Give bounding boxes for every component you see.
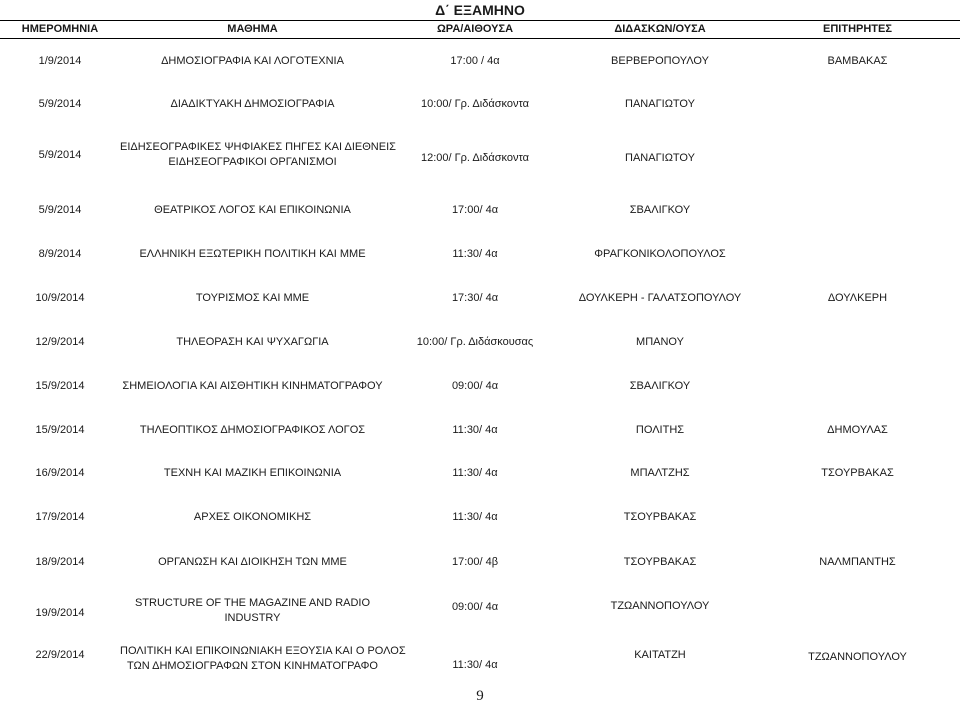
cell-teacher: ΜΠΑΛΤΖΗΣ bbox=[630, 466, 690, 479]
header-room: ΩΡΑ/ΑΙΘΟΥΣΑ bbox=[436, 23, 514, 35]
table-header bbox=[0, 20, 960, 39]
header-date: ΗΜΕΡΟΜΗΝΙΑ bbox=[21, 23, 99, 35]
cell-room: 17:00 / 4α bbox=[450, 54, 500, 67]
cell-invigilator: ΤΖΩΑΝΝΟΠΟΥΛΟΥ bbox=[808, 650, 907, 663]
course-line: ΟΡΓΑΝΩΣΗ ΚΑΙ ΔΙΟΙΚΗΣΗ ΤΩΝ ΜΜΕ bbox=[158, 555, 347, 568]
cell-course bbox=[120, 466, 385, 481]
cell-course bbox=[120, 247, 385, 262]
cell-course bbox=[120, 596, 385, 626]
page-title: Δ΄ ΕΞΑΜΗΝΟ bbox=[435, 2, 525, 18]
cell-teacher: ΤΣΟΥΡΒΑΚΑΣ bbox=[623, 510, 697, 523]
cell-course bbox=[120, 203, 385, 218]
cell-course bbox=[120, 510, 385, 525]
cell-course bbox=[120, 335, 385, 350]
cell-date: 1/9/2014 bbox=[38, 54, 82, 67]
cell-date: 16/9/2014 bbox=[35, 466, 85, 479]
cell-date: 5/9/2014 bbox=[38, 97, 82, 110]
course-line: ΕΙΔΗΣΕΟΓΡΑΦΙΚΕΣ ΨΗΦΙΑΚΕΣ ΠΗΓΕΣ ΚΑΙ ΔΙΕΘΝΕΙΣ bbox=[120, 141, 396, 153]
cell-teacher: ΤΖΩΑΝΝΟΠΟΥΛΟΥ bbox=[610, 599, 710, 612]
course-line: ΔΙΑΔΙΚΤΥΑΚΗ ΔΗΜΟΣΙΟΓΡΑΦΙΑ bbox=[170, 97, 335, 110]
cell-room: 12:00/ Γρ. Διδάσκοντα bbox=[420, 151, 530, 164]
cell-teacher: ΣΒΑΛΙΓΚΟΥ bbox=[629, 203, 691, 216]
cell-room: 11:30/ 4α bbox=[452, 247, 498, 260]
cell-invigilator: ΤΣΟΥΡΒΑΚΑΣ bbox=[821, 466, 894, 479]
course-line: ΤΗΛΕΟΠΤΙΚΟΣ ΔΗΜΟΣΙΟΓΡΑΦΙΚΟΣ ΛΟΓΟΣ bbox=[139, 423, 366, 436]
cell-room: 11:30/ 4α bbox=[452, 510, 498, 523]
cell-room: 09:00/ 4α bbox=[451, 379, 499, 392]
cell-room: 11:30/ 4α bbox=[452, 658, 498, 671]
cell-invigilator: ΒΑΜΒΑΚΑΣ bbox=[827, 54, 888, 67]
cell-course bbox=[120, 555, 385, 570]
cell-teacher: ΔΟΥΛΚΕΡΗ - ΓΑΛΑΤΣΟΠΟΥΛΟΥ bbox=[578, 291, 742, 304]
course-line: INDUSTRY bbox=[224, 612, 281, 624]
cell-room: 10:00/ Γρ. Διδάσκουσας bbox=[416, 335, 534, 348]
cell-date: 5/9/2014 bbox=[38, 148, 82, 161]
cell-date: 12/9/2014 bbox=[35, 335, 85, 348]
cell-course bbox=[120, 97, 385, 112]
cell-date: 5/9/2014 bbox=[38, 203, 82, 216]
cell-date: 17/9/2014 bbox=[35, 510, 85, 523]
page-number: 9 bbox=[476, 688, 484, 704]
course-line: ΤΟΥΡΙΣΜΟΣ ΚΑΙ ΜΜΕ bbox=[195, 291, 310, 304]
cell-teacher: ΚΑΙΤΑΤΖΗ bbox=[634, 648, 686, 661]
course-line: ΠΟΛΙΤΙΚΗ ΚΑΙ ΕΠΙΚΟΙΝΩΝΙΑΚΗ ΕΞΟΥΣΙΑ ΚΑΙ Ο ΡΟΛΟΣ bbox=[120, 645, 406, 657]
course-line: ΑΡΧΕΣ ΟΙΚΟΝΟΜΙΚΗΣ bbox=[193, 510, 312, 523]
cell-invigilator: ΔΟΥΛΚΕΡΗ bbox=[827, 291, 888, 304]
cell-course bbox=[120, 54, 385, 69]
cell-invigilator: ΔΗΜΟΥΛΑΣ bbox=[827, 423, 888, 436]
cell-invigilator: ΝΑΛΜΠΑΝΤΗΣ bbox=[819, 555, 896, 568]
cell-room: 17:30/ 4α bbox=[451, 291, 499, 304]
cell-course bbox=[120, 140, 396, 170]
cell-room: 17:00/ 4β bbox=[451, 555, 499, 568]
cell-course bbox=[120, 644, 406, 674]
cell-date: 15/9/2014 bbox=[35, 423, 85, 436]
course-line: ΔΗΜΟΣΙΟΓΡΑΦΙΑ ΚΑΙ ΛΟΓΟΤΕΧΝΙΑ bbox=[161, 54, 344, 67]
course-line: STRUCTURE OF THE MAGAZINE AND RADIO bbox=[134, 597, 371, 609]
cell-course bbox=[120, 379, 385, 394]
cell-date: 8/9/2014 bbox=[38, 247, 82, 260]
course-line: ΘΕΑΤΡΙΚΟΣ ΛΟΓΟΣ ΚΑΙ ΕΠΙΚΟΙΝΩΝΙΑ bbox=[154, 203, 351, 216]
cell-teacher: ΠΟΛΙΤΗΣ bbox=[635, 423, 685, 436]
cell-room: 10:00/ Γρ. Διδάσκοντα bbox=[420, 97, 530, 110]
cell-room: 11:30/ 4α bbox=[452, 423, 498, 436]
cell-course bbox=[120, 423, 385, 438]
cell-date: 15/9/2014 bbox=[35, 379, 85, 392]
cell-room: 11:30/ 4α bbox=[452, 466, 498, 479]
cell-teacher: ΠΑΝΑΓΙΩΤΟΥ bbox=[625, 97, 695, 110]
cell-date: 19/9/2014 bbox=[35, 606, 85, 619]
header-course: ΜΑΘΗΜΑ bbox=[227, 23, 278, 35]
cell-teacher: ΣΒΑΛΙΓΚΟΥ bbox=[629, 379, 691, 392]
course-line: ΤΩΝ ΔΗΜΟΣΙΟΓΡΑΦΩΝ ΣΤΟΝ ΚΙΝΗΜΑΤΟΓΡΑΦΟ bbox=[126, 660, 378, 672]
course-line: ΕΛΛΗΝΙΚΗ ΕΞΩΤΕΡΙΚΗ ΠΟΛΙΤΙΚΗ ΚΑΙ ΜΜΕ bbox=[139, 247, 366, 260]
header-teacher: ΔΙΔΑΣΚΩΝ/ΟΥΣΑ bbox=[614, 23, 706, 35]
course-line: ΕΙΔΗΣΕΟΓΡΑΦΙΚΟΙ ΟΡΓΑΝΙΣΜΟΙ bbox=[168, 156, 337, 168]
course-line: ΤΕΧΝΗ ΚΑΙ ΜΑΖΙΚΗ ΕΠΙΚΟΙΝΩΝΙΑ bbox=[163, 466, 342, 479]
cell-room: 17:00/ 4α bbox=[451, 203, 499, 216]
cell-teacher: ΦΡΑΓΚΟΝΙΚΟΛΟΠΟΥΛΟΣ bbox=[594, 247, 726, 260]
cell-date: 10/9/2014 bbox=[35, 291, 85, 304]
cell-date: 18/9/2014 bbox=[35, 555, 85, 568]
cell-room: 09:00/ 4α bbox=[451, 600, 499, 613]
course-line: ΣΗΜΕΙΟΛΟΓΙΑ ΚΑΙ ΑΙΣΘΗΤΙΚΗ ΚΙΝΗΜΑΤΟΓΡΑΦΟΥ bbox=[122, 379, 383, 392]
cell-teacher: ΜΠΑΝΟΥ bbox=[636, 335, 684, 348]
course-line: ΤΗΛΕΟΡΑΣΗ ΚΑΙ ΨΥΧΑΓΩΓΙΑ bbox=[176, 335, 329, 348]
cell-date: 22/9/2014 bbox=[35, 648, 85, 661]
cell-course bbox=[120, 291, 385, 306]
cell-teacher: ΒΕΡΒΕΡΟΠΟΥΛΟΥ bbox=[611, 54, 709, 67]
header-invigilators: ΕΠΙΤΗΡΗΤΕΣ bbox=[823, 23, 892, 35]
cell-teacher: ΤΣΟΥΡΒΑΚΑΣ bbox=[623, 555, 697, 568]
cell-teacher: ΠΑΝΑΓΙΩΤΟΥ bbox=[625, 151, 695, 164]
